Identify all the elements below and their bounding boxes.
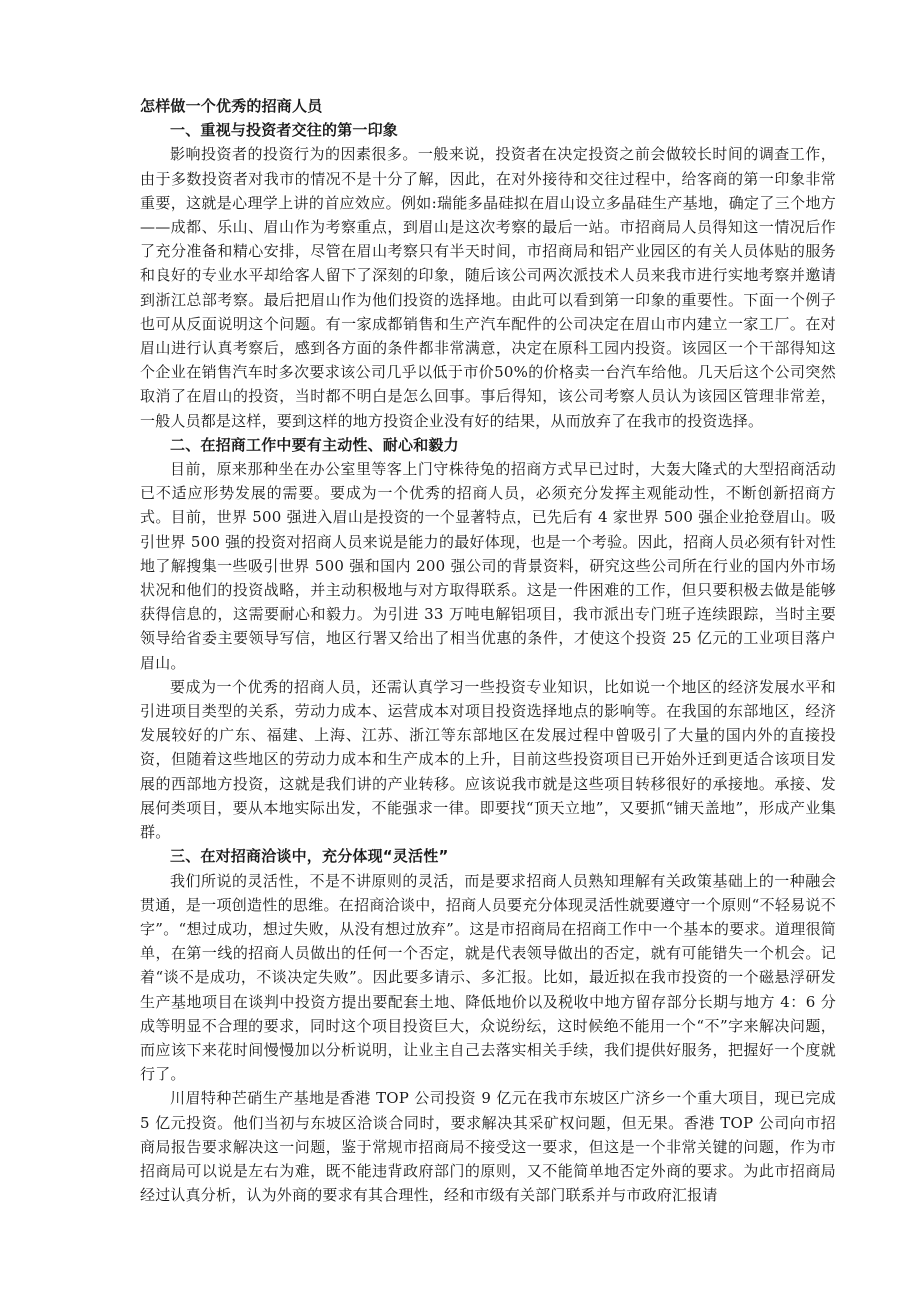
section-heading: 一、重视与投资者交往的第一印象: [170, 121, 399, 140]
section-heading: 三、在对招商洽谈中，充分体现“灵活性”: [170, 847, 449, 866]
section-heading: 二、在招商工作中要有主动性、耐心和毅力: [170, 435, 459, 454]
section-first-impression: [140, 118, 836, 433]
paragraph: 影响投资者的投资行为的因素很多。一般来说，投资者在决定投资之前会做较长时间的调查工作，由于多数投资者对我市的情况不是十分了解，因此，在对外接待和交往过程中，给客商的第一印象非常重要，这就是心理学上讲的首应效应。例如:瑞能多晶硅拟在眉山设立多晶硅生产基地，确定了三个地方——成都、乐山、眉山作为考察重点，到眉山是这次考察的最后一站。市招商局人员得知这一情况后作了充分准备和精心安排，尽管在眉山考察只有半天时间，市招商局和铝产业园区的有关人员体贴的服务和良好的专业水平却给客人留下了深刻的印象，随后该公司两次派技术人员来我市进行实地考察并邀请到浙江总部考察。最后把眉山作为他们投资的选择地。由此可以看到第一印象的重要性。下面一个例子也可从反面说明这个问题。有一家成都销售和生产汽车配件的公司决定在眉山市内建立一家工厂。在对眉山进行认真考察后，感到各方面的条件都非常满意，决定在原科工园内投资。该园区一个干部得知这个企业在销售汽车时多次要求该公司几乎以低于市价50%的价格卖一台汽车给他。几天后这个公司突然取消了在眉山的投资，当时都不明白是怎么回事。事后得知，该公司考察人员认为该园区管理非常差，一般人员都是这样，要到这样的地方投资企业没有好的结果，从而放弃了在我市的投资选择。: [140, 145, 836, 430]
document-title: 怎样做一个优秀的招商人员: [140, 97, 323, 115]
paragraph: 我们所说的灵活性，不是不讲原则的灵活，而是要求招商人员熟知理解有关政策基础上的一种融会贯通，是一项创造性的思维。在招商洽谈中，招商人员要充分体现灵活性就要遵守一个原则“不轻易说不字”。“想过成功，想过失败，从没有想过放弃”。这是市招商局在招商工作中一个基本的要求。道理很简单，在第一线的招商人员做出的任何一个否定，就是代表领导做出的否定，就有可能错失一个机会。记着“谈不是成功，不谈决定失败”。因此要多请示、多汇报。比如，最近拟在我市投资的一个磁悬浮研发生产基地项目在谈判中投资方提出要配套土地、降低地价以及税收中地方留存部分长期与地方 4：6 分成等明显不合理的要求，同时这个项目投资巨大，众说纷纭，这时候绝不能用一个“不”字来解决问题，而应该下来花时间慢慢加以分析说明，让业主自己去落实相关手续，我们提供好服务，把握好一个度就行了。: [140, 871, 836, 1084]
section-flexibility: [140, 844, 836, 1207]
paragraph: 川眉特种芒硝生产基地是香港 TOP 公司投资 9 亿元在我市东坡区广济乡一个重大项目，现已完成 5 亿元投资。他们当初与东坡区洽谈合同时，要求解决其采矿权问题，但无果。香港 TOP 公司向市招商局报告要求解决这一问题，鉴于常规市招商局不接受这一要求，但这是一个非常关键的问题，作为市招商局可以说是左右为难，既不能违背政府部门的原则，又不能简单地否定外商的要求。为此市招商局经过认真分析，认为外商的要求有其合理性，经和市级有关部门联系并与市政府汇报请: [140, 1089, 836, 1205]
section-initiative-patience: [140, 433, 836, 844]
paragraph: 目前，原来那种坐在办公室里等客上门守株待兔的招商方式早已过时，大轰大隆式的大型招商活动已不适应形势发展的需要。要成为一个优秀的招商人员，必须充分发挥主观能动性，不断创新招商方式。目前，世界 500 强进入眉山是投资的一个显著特点，已先后有 4 家世界 500 强企业抢登眉山。吸引世界 500 强的投资对招商人员来说是能力的最好体现，也是一个考验。因此，招商人员必须有针对性地了解搜集一些吸引世界 500 强和国内 200 强公司的背景资料，研究这些公司所在行业的国内外市场状况和他们的投资战略，并主动积极地与对方取得联系。这是一件困难的工作，但只要积极去做是能够获得信息的，这需要耐心和毅力。为引进 33 万吨电解铝项目，我市派出专门班子连续跟踪，当时主要领导给省委主要领导写信，地区行署又给出了相当优惠的条件，才使这个投资 25 亿元的工业项目落户眉山。: [140, 460, 836, 672]
document-page: [140, 94, 836, 1207]
paragraph: 要成为一个优秀的招商人员，还需认真学习一些投资专业知识，比如说一个地区的经济发展水平和引进项目类型的关系，劳动力成本、运营成本对项目投资选择地点的影响等。在我国的东部地区，经济发展较好的广东、福建、上海、江苏、浙江等东部地区在发展过程中曾吸引了大量的国内外的直接投资，但随着这些地区的劳动力成本和生产成本的上升，目前这些投资项目已开始外迁到更适合该项目发展的西部地方投资，这就是我们讲的产业转移。应该说我市就是这些项目转移很好的承接地。承接、发展何类项目，要从本地实际出发，不能强求一律。即要找“顶天立地”，又要抓“铺天盖地”，形成产业集群。: [140, 677, 836, 842]
